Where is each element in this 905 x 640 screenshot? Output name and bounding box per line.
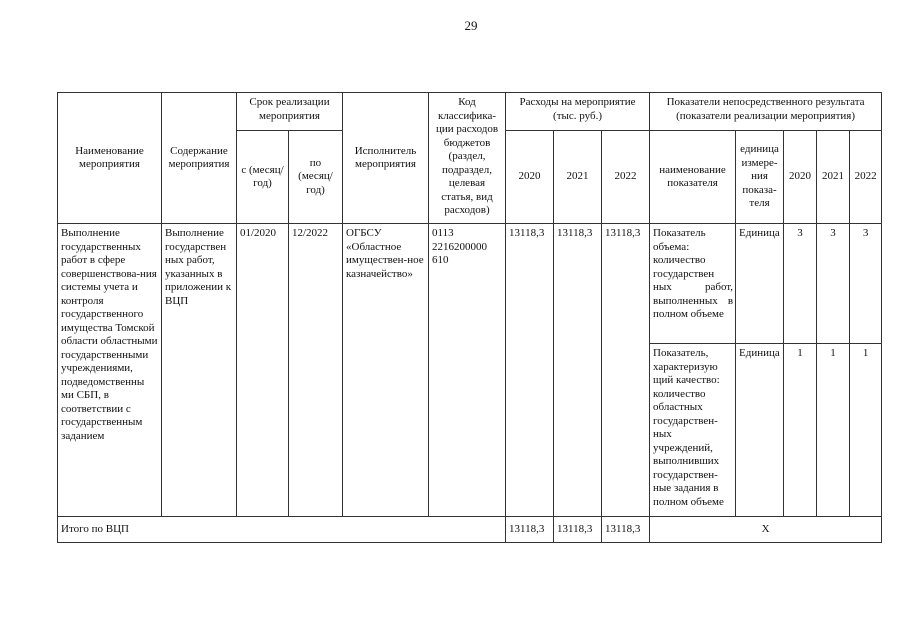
- indicator-1-name: Показатель объема: количество государствен ных работ, выполненных в полном объеме: [650, 224, 736, 344]
- row-to: 12/2022: [289, 224, 343, 517]
- total-exp-2022: 13118,3: [602, 517, 650, 543]
- row-exp-2021: 13118,3: [554, 224, 602, 517]
- header-ind-year-2020: 2020: [784, 131, 817, 224]
- header-name: Наименование мероприятия: [58, 93, 162, 224]
- total-mark: Х: [650, 517, 882, 543]
- total-row: [58, 517, 882, 543]
- indicator-1-value-2021: 3: [817, 224, 850, 344]
- header-indicator-unit: единица измере-ния показа-теля: [736, 131, 784, 224]
- indicator-1-unit: Единица: [736, 224, 784, 344]
- indicator-2-value-2021: 1: [817, 344, 850, 517]
- header-code: Код классифика-ции расходов бюджетов (раздел, подраздел, целевая статья, вид расходов): [429, 93, 506, 224]
- header-term-from: с (месяц/год): [237, 131, 289, 224]
- header-exp-year-2022: 2022: [602, 131, 650, 224]
- row-content: Выполнение государствен ных работ, указанных в приложении к ВЦП: [162, 224, 237, 517]
- indicator-2-unit: Единица: [736, 344, 784, 517]
- total-label: Итого по ВЦП: [58, 517, 506, 543]
- indicator-2-name: Показатель, характеризую щий качество: количество областных государствен-ных учреждений, выполнивших государствен-ные задания в полном объеме: [650, 344, 736, 517]
- row-name: Выполнение государственных работ в сфере совершенствова-ния системы учета и контроля государственного имущества Томской области областными государственными учреждениями, подведомственны ми СБП, в соответствии с государственным заданием: [58, 224, 162, 517]
- row-exp-2020: 13118,3: [506, 224, 554, 517]
- header-exp-year-2020: 2020: [506, 131, 554, 224]
- header-term: Срок реализации мероприятия: [237, 93, 343, 131]
- indicator-2-value-2022: 1: [850, 344, 882, 517]
- header-ind-year-2021: 2021: [817, 131, 850, 224]
- indicator-1-value-2020: 3: [784, 224, 817, 344]
- indicator-2-value-2020: 1: [784, 344, 817, 517]
- row-code: 0113 2216200000 610: [429, 224, 506, 517]
- header-row-1: [58, 93, 882, 131]
- header-expenses: Расходы на мероприятие (тыс. руб.): [506, 93, 650, 131]
- total-exp-2021: 13118,3: [554, 517, 602, 543]
- total-exp-2020: 13118,3: [506, 517, 554, 543]
- header-content: Содержание мероприятия: [162, 93, 237, 224]
- header-term-to: по (месяц/год): [289, 131, 343, 224]
- program-table: [57, 92, 882, 543]
- indicator-1-value-2022: 3: [850, 224, 882, 344]
- table-row: [58, 224, 882, 344]
- header-exp-year-2021: 2021: [554, 131, 602, 224]
- header-ind-year-2022: 2022: [850, 131, 882, 224]
- header-indicators: Показатели непосредственного результата (показатели реализации мероприятия): [650, 93, 882, 131]
- page-number: 29: [464, 18, 478, 33]
- header-indicator-name: наименование показателя: [650, 131, 736, 224]
- row-executor: ОГБСУ «Областное имуществен-ное казначейство»: [343, 224, 429, 517]
- header-executor: Исполнитель мероприятия: [343, 93, 429, 224]
- row-exp-2022: 13118,3: [602, 224, 650, 517]
- row-from: 01/2020: [237, 224, 289, 517]
